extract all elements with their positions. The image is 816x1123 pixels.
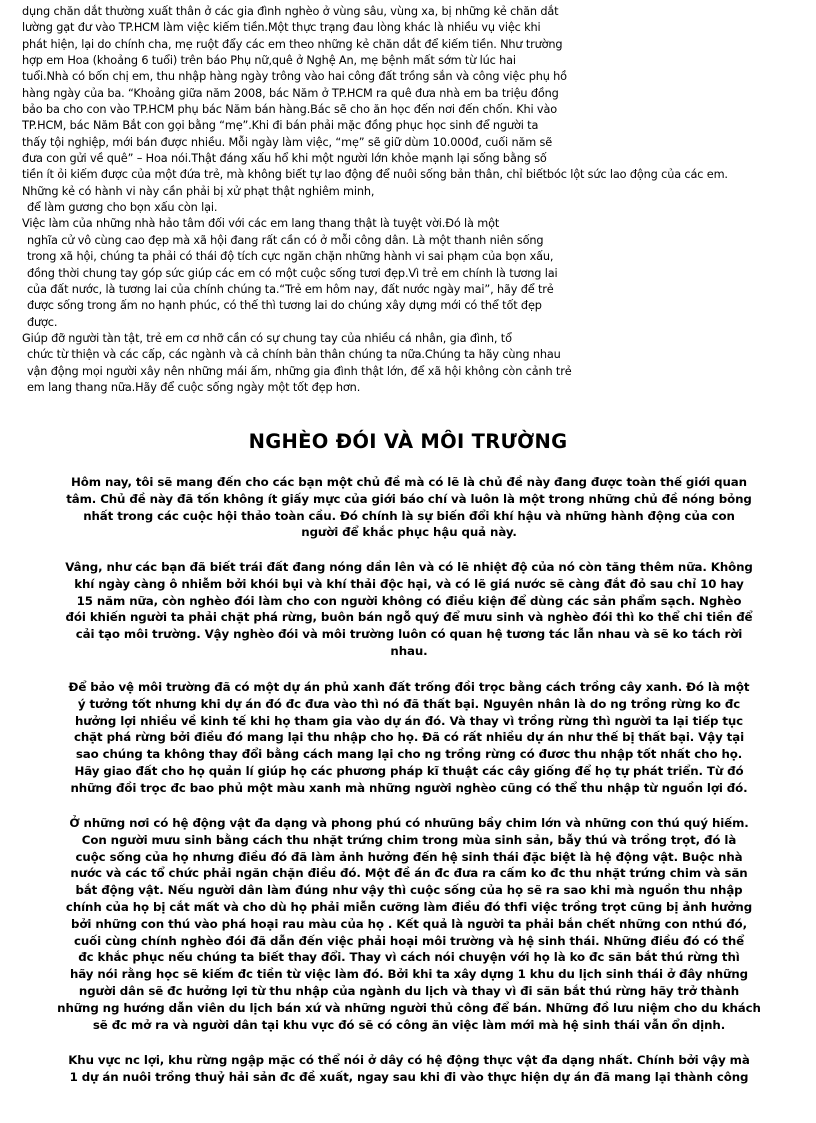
text-line: bảo ba cho con vào TP.HCM phụ bác Năm bán hàng.Bác sẽ cho ăn học đến nơi đến chốn. Khi vào (22, 103, 558, 117)
text-line: được sống trong ấm no hạnh phúc, có thế thì tương lai do chúng xây dựng mới có thể tốt đẹp (27, 299, 542, 313)
text-line: Ở những nơi có hệ động vật đa dạng và phong phú có nhưũng bầy chim lớn và những con thú quý hiếm. (69, 816, 749, 830)
text-line: hưởng lợi nhiều về kinh tế khi họ tham gia vào dự án đó. Và thay vì trồng rừng thì người ta lại tiếp tục (74, 713, 744, 728)
text-line: Để bảo vệ môi trường đã có một dự án phủ xanh đất trống đồi trọc bằng cách trồng cây xanh. Đó là một (68, 680, 750, 694)
text-line: hàng ngày của ba. “Khoảng giữa năm 2008, bác Năm ở TP.HCM ra quê đưa nhà em ba triệu đồng (22, 86, 559, 100)
text-line: những ng hướng dẫn viên du lịch bán xứ và những người thủ công để bán. Những đồ lưu niệm cho du khách (57, 1000, 761, 1015)
text-line: ý tưởng tốt nhưng khi dự án đó đc đưa vào thì nó đã thất bại. Nguyên nhân là do ng trồng rừng ko đc (77, 696, 741, 711)
text-line: đồng thời chung tay góp sức giúp các em có một cuộc sống tươi đẹp.Vì trẻ em chính là tương lai (27, 266, 558, 280)
text-line: sao chúng ta không thay đổi bằng cách mang lại cho ng trồng rừng có đươc thu nhập tốt nhất cho họ. (75, 747, 743, 762)
text-line: bắt động vật. Nếu người dân làm đúng như vậy thì cuộc sống của họ sẽ ra sao khi mà nguồn thu nhập (75, 883, 743, 898)
text-line: thấy tội nghiệp, mới bán được nhiều. Mỗi ngày làm việc, “mẹ” sẽ giữ dùm 10.000đ, cuối năm sẽ (22, 135, 553, 149)
text-line: tiền ít ỏi kiếm được của một đứa trẻ, mà không biết tự lao động để nuôi sống bản thân, chỉ biếtbóc lột sức lao động của các em. (22, 168, 728, 182)
text-line: TP.HCM, bác Năm Bắt con gọi bằng “mẹ”.Khi đi bán phải mặc đồng phục học sinh để người ta (22, 119, 539, 133)
text-line: 15 năm nữa, còn nghèo đói làm cho con người không có điều kiện để dùng các sản phẩm sạch. Nghèo (76, 593, 742, 608)
text-line: những đồi trọc đc bao phủ một màu xanh mà những người nghèo cũng có thể thu nhập từ nguồn lợi đó. (70, 780, 748, 795)
text-line: Vâng, như các bạn đã biết trái đất đang nóng dần lên và có lẽ nhiệt độ của nó còn tăng thêm nữa. Không (65, 560, 753, 574)
text-line: nước và các tổ chức phải ngăn chặn điều đó. Một đề án đc đưa ra cấm ko đc thu nhặt trứng chim và săn (70, 866, 748, 881)
text-line: tâm. Chủ đề này đã tốn không ít giấy mực của giới báo chí và luôn là một trong những chủ đề nóng bỏng (66, 491, 752, 506)
text-line: hãy nói rằng học sẽ kiếm đc tiền từ việc làm đó. Bởi khi ta xây dựng 1 khu du lịch sinh thái ở đây những (69, 967, 748, 982)
text-line: nghĩa cử vô cùng cao đẹp mà xã hội đang rất cần có ở mỗi công dân. Là một thanh niên sống (27, 233, 544, 247)
paragraph (14, 559, 804, 660)
text-line: Khu vực nc lợi, khu rừng ngập mặc có thể nói ở dây có hệ động thực vật đa dạng nhất. Chính bởi vậy mà (68, 1053, 750, 1067)
text-line: đưa con gửi về quê” – Hoa nói.Thật đáng xấu hổ khi một người lớn khỏe mạnh lại sống bằng số (22, 152, 547, 166)
text-line: để làm gương cho bọn xấu còn lại. (27, 201, 218, 215)
text-line: chính của họ bị cắt mất và cho dù họ phải miễn cưỡng làm điều đó thfi việc trồng trọt cũng bị ảnh hưởng (65, 899, 753, 914)
text-line: trong xã hội, chúng ta phải có thái độ tích cực ngăn chặn những hành vi sai phạm của bọn xấu, (27, 250, 554, 264)
text-line: chức từ thiện và các cấp, các ngành và cả chính bản thân chúng ta nữa.Chúng ta hãy cùng nhau (27, 348, 561, 362)
text-line: đói khiến người ta phải chặt phá rừng, buôn bán ngỗ quý để mưu sinh và nghèo đói thì ko thể chi tiền để (65, 610, 753, 625)
text-line: em lang thang nữa.Hãy để cuộc sống ngày một tốt đẹp hơn. (27, 380, 361, 394)
text-line: của đất nước, là tương lai của chính chúng ta.“Trẻ em hôm nay, đất nước ngày mai”, hãy để trẻ (27, 282, 554, 296)
intro-text-block (22, 4, 802, 396)
text-line: Giúp đỡ người tàn tật, trẻ em cơ nhỡ cần có sự chung tay của nhiều cá nhân, gia đình, tổ (22, 331, 512, 345)
text-line: người để khắc phục hậu quả này. (301, 525, 517, 540)
text-line: đc khắc phục nếu chúng ta biết thay đổi. Thay vì cách nói chuyện với họ là ko đc săn bắt thú rừng thì (78, 950, 740, 965)
text-line: 1 dự án nuôi trồng thuỷ hải sản đc đề xuất, ngay sau khi đi vào thực hiện dự án đã mang lại thành công (69, 1069, 749, 1084)
paragraph (14, 815, 804, 1033)
text-line: cuối cùng chính nghèo đói đã dẫn đến việc phải hoại môi trường và hệ sinh thái. Những điều đó có thể (73, 933, 745, 948)
text-line: hợp em Hoa (khoảng 6 tuổi) trên báo Phụ nữ,quê ở Nghệ An, mẹ bệnh mất sớm từ lúc hai (22, 54, 516, 68)
text-line: cải tạo môi trường. Vậy nghèo đói và môi trường luôn có quan hệ tương tác lẫn nhau và sẽ ko tách rời (75, 627, 743, 642)
text-line: tuổi.Nhà có bốn chị em, thu nhập hàng ngày trông vào hai công đất trồng sắn và công việc phụ hồ (22, 70, 567, 84)
text-line: chặt phá rừng bởi điều đó mang lại thu nhập cho họ. Đã có rất nhiều dự án như thế bị thất bại. Vậy tại (73, 730, 745, 745)
text-line: sẽ đc mở ra và người dân tại khu vực đó sẽ có công ăn việc làm mới mà hệ sinh thái vẫn ổn dịnh. (92, 1017, 726, 1032)
page-title: NGHÈO ĐÓI VÀ MÔI TRƯỜNG (248, 430, 568, 453)
text-line: Hôm nay, tôi sẽ mang đến cho các bạn một chủ đề mà có lẽ là chủ đề này đang được toàn thế giới quan (71, 475, 747, 489)
text-line: phát hiện, lại do chính cha, mẹ ruột đẩy các em theo những kẻ chăn dắt để kiếm tiền. Như trường (22, 37, 563, 51)
text-line: cuộc sống của họ nhưng điều đó đã làm ảnh hưởng đến hệ sinh thái đặc biệt là hệ động vật. Buộc nhà (75, 849, 743, 864)
paragraph (14, 1052, 804, 1086)
text-line: Việc làm của những nhà hảo tâm đối với các em lang thang thật là tuyệt vời.Đó là một (22, 217, 500, 231)
text-line: bởi những con thú vào phá hoại rau màu của họ . Kết quả là người ta phải bắn chết những con nthú đó, (71, 916, 747, 931)
text-line: khí ngày càng ô nhiễm bởi khói bụi và khí thải độc hại, và có lẽ giá nước sẽ càng đắt đỏ sau chỉ 10 hay (74, 576, 744, 591)
text-line: nhau. (390, 643, 428, 658)
text-line: dụng chăn dắt thường xuất thân ở các gia đình nghèo ở vùng sâu, vùng xa, bị những kẻ chăn dắt (22, 5, 559, 18)
text-line: nhất trong các cuộc hội thảo toàn cầu. Đó chính là sự biến đổi khí hậu và những hành động của con (83, 508, 735, 523)
text-line: Hãy giao đất cho họ quản lí giúp họ các phương pháp kĩ thuật các cây giống để họ tự phát triển. Từ đó (74, 763, 744, 778)
text-line: Những kẻ có hành vi này cần phải bị xử phạt thật nghiêm minh, (22, 184, 375, 198)
text-line: người dân sẽ đc hưởng lợi từ thu nhập của ngành du lịch và thay vì đi săn bắt thú rừng hãy trở thành (78, 983, 740, 998)
text-line: được. (27, 315, 58, 329)
paragraph (14, 679, 804, 797)
text-line: Con người mưu sinh bằng cách thu nhặt trứng chim trong mùa sinh sản, bẫy thú và trồng trọt, đó là (81, 832, 737, 847)
text-line: vận động mọi người xây nên những mái ấm, những gia đình thật lớn, để xã hội không còn cảnh trẻ (27, 364, 572, 378)
text-line: lường gạt đư vào TP.HCM làm việc kiếm tiền.Một thực trạng đau lòng khác là nhiều vụ việc khi (22, 21, 541, 35)
paragraph (14, 474, 804, 541)
